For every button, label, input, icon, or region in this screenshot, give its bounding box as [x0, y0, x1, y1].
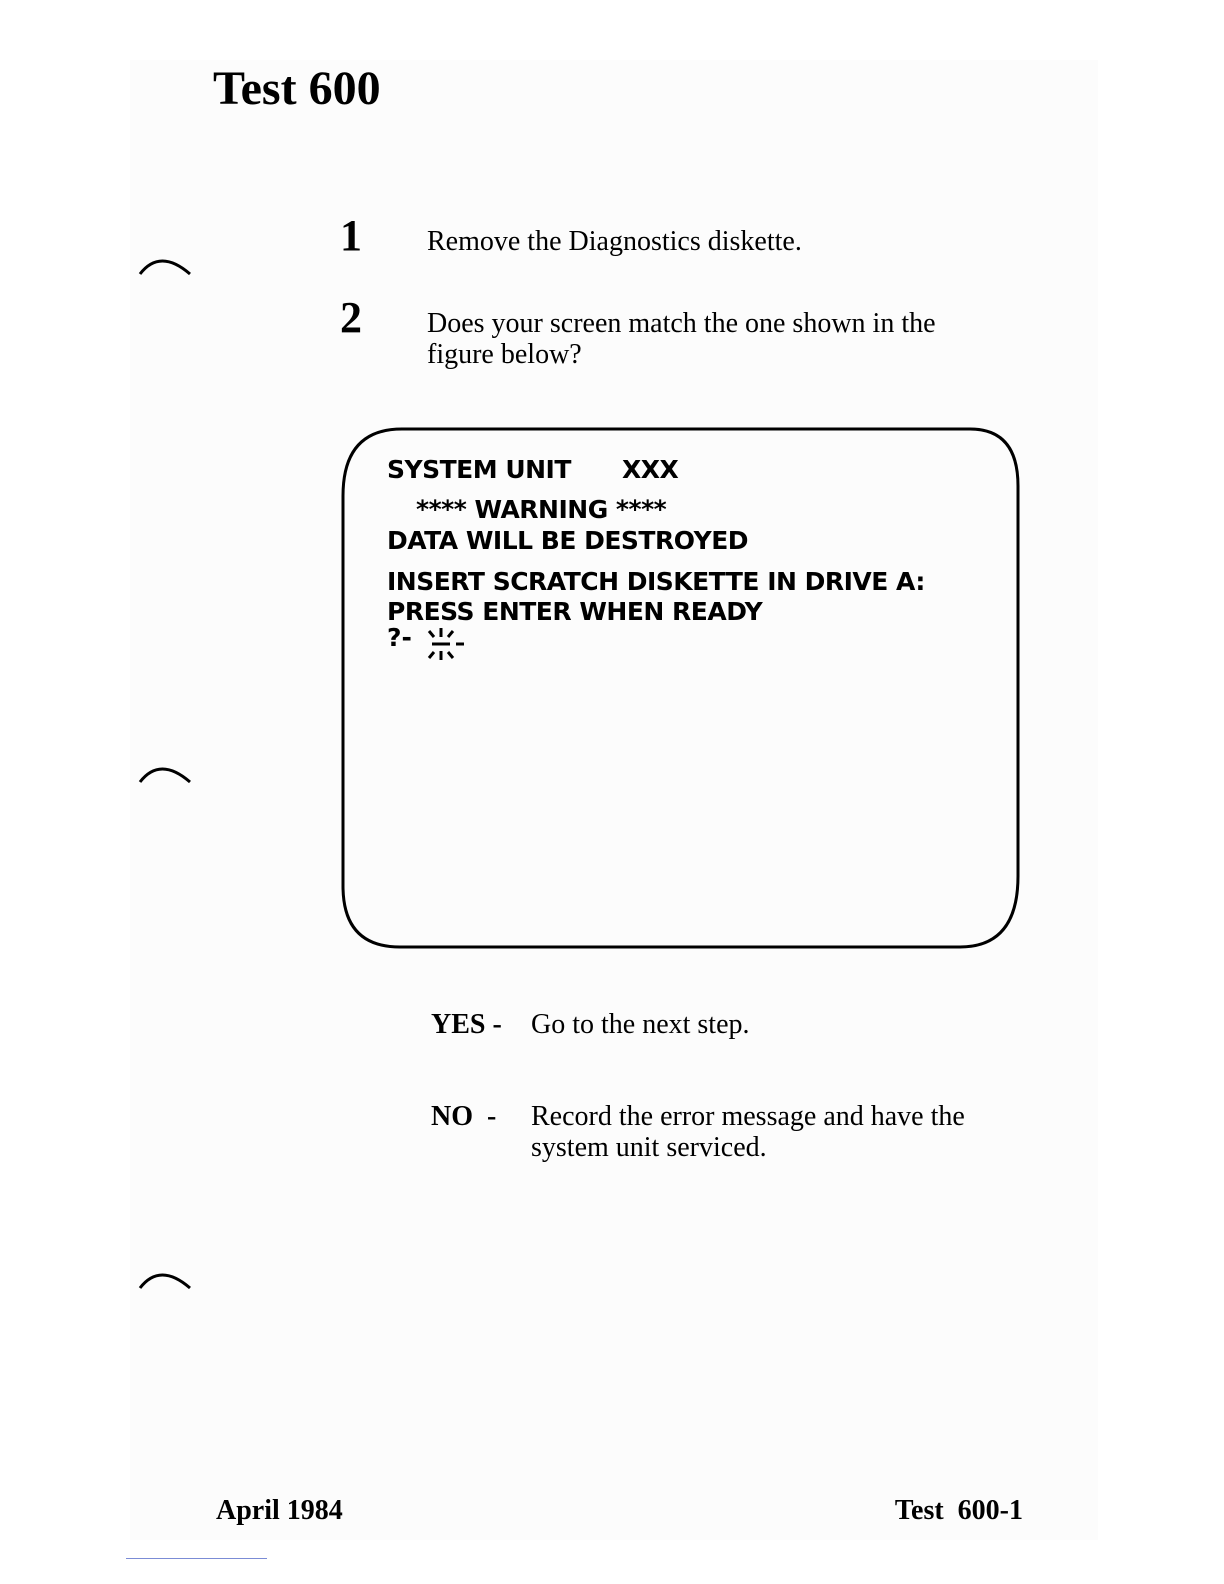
binder-hole-mark: [138, 1268, 194, 1292]
page-title: Test 600: [213, 62, 381, 115]
step-text-line: Remove the Diagnostics diskette.: [427, 226, 802, 257]
screen-system-unit-label: SYSTEM UNIT: [387, 455, 571, 484]
step-text: [427, 226, 802, 257]
screen-system-unit-value: XXX: [622, 455, 679, 484]
blinking-cursor-icon: [416, 626, 468, 664]
screen-data-destroyed: DATA WILL BE DESTROYED: [387, 526, 749, 555]
bottom-rule: [126, 1558, 267, 1559]
screen-figure: [340, 426, 1022, 950]
no-text: [531, 1101, 965, 1163]
step-text: [427, 308, 936, 370]
no-text-line: Record the error message and have the: [531, 1101, 965, 1132]
binder-hole-mark: [138, 254, 194, 278]
no-text-line: system unit serviced.: [531, 1132, 767, 1163]
step-number: 1: [340, 211, 362, 260]
step-number: 2: [340, 293, 362, 342]
screen-insert-diskette: INSERT SCRATCH DISKETTE IN DRIVE A:: [387, 567, 925, 596]
screen-warning: **** WARNING ****: [416, 495, 667, 524]
footer-date: April 1984: [216, 1495, 343, 1526]
footer-page-id: Test 600-1: [894, 1495, 1023, 1526]
step-text-line: Does your screen match the one shown in the: [427, 308, 936, 339]
binder-hole-mark: [138, 762, 194, 786]
step-text-line: figure below?: [427, 339, 582, 370]
yes-label: YES -: [431, 1009, 502, 1040]
screen-press-enter: PRESS ENTER WHEN READY: [387, 597, 763, 626]
no-label: NO -: [431, 1101, 497, 1132]
screen-prompt-text: ?-: [387, 623, 412, 652]
yes-text: Go to the next step.: [531, 1009, 750, 1040]
screen-prompt: [387, 624, 412, 652]
